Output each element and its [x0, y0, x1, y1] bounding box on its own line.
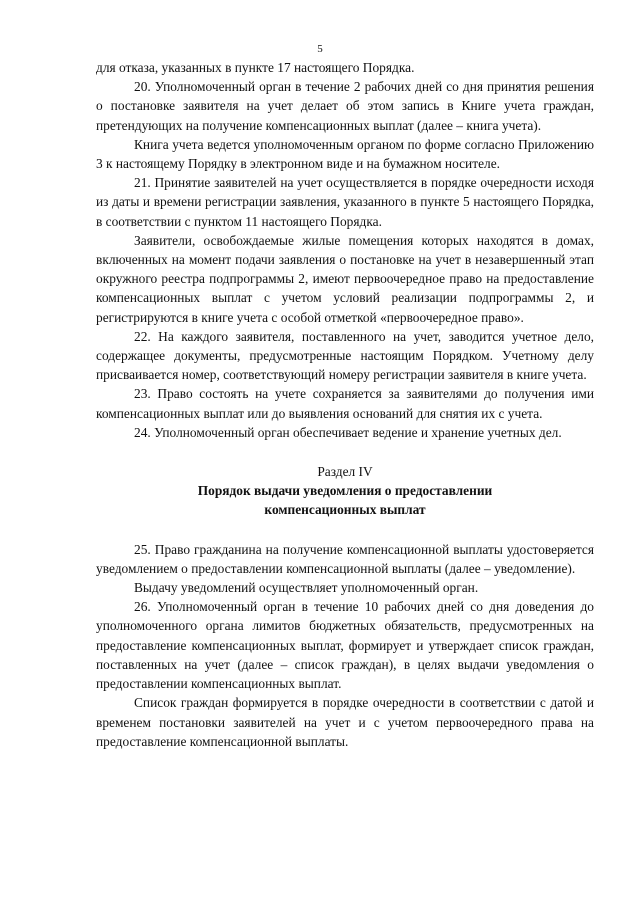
document-body	[96, 58, 594, 751]
paragraph-item-22: 22. На каждого заявителя, поставленного на учет, заводится учетное дело, содержащее документы, предусмотренные настоящим Порядком. Учетному делу присваивается номер, соответствующий номеру регистрации заявителя в книге учета.	[96, 328, 594, 383]
paragraph-book-of-records: Книга учета ведется уполномоченным органом по форме согласно Приложению 3 к настоящему Порядку в электронном виде и на бумажном носителе.	[96, 136, 594, 172]
paragraph-item-20: 20. Уполномоченный орган в течение 2 рабочих дней со дня принятия решения о постановке заявителя на учет делает об этом запись в Книге учета граждан, претендующих на получение компенсационных выплат (далее – книга учета).	[96, 79, 594, 133]
page-number: 5	[317, 43, 323, 55]
paragraph-item-26: 26. Уполномоченный орган в течение 10 рабочих дней со дня доведения до уполномоченного органа лимитов бюджетных обязательств, предусмотренных на предоставление компенсационных выплат, формирует и утверждает список граждан, поставленных на учет (далее – список граждан), в целях выдачи уведомления о предоставлении компенсационных выплат.	[96, 599, 594, 692]
spacer	[96, 442, 594, 462]
paragraph-continuation: для отказа, указанных в пункте 17 настоящего Порядка.	[96, 60, 415, 75]
paragraph-issuance: Выдачу уведомлений осуществляет уполномоченный орган.	[134, 580, 479, 596]
spacer	[96, 520, 594, 540]
section-title-line-2: компенсационных выплат	[264, 502, 426, 518]
section-label: Раздел IV	[317, 464, 373, 480]
paragraph-item-25: 25. Право гражданина на получение компенсационной выплаты удостоверяется уведомлением о предоставлении компенсационной выплаты (далее – уведомление).	[96, 541, 594, 576]
paragraph-priority-right: Заявители, освобождаемые жилые помещения которых находятся в домах, включенных на момент подачи заявления о постановке на учет в незавершенный этап окружного реестра подпрограммы 2, имеют первоочередное право на предоставление компенсационных выплат с учетом условий реализации подпрограммы 2, и регистрируются в книге учета с особой отметкой «первоочередное право».	[96, 232, 594, 325]
paragraph-list-formation: Список граждан формируется в порядке очередности в соответствии с датой и временем постановки заявителей на учет и с учетом первоочередного права на предоставление компенсационной выплаты.	[96, 695, 594, 749]
paragraph-item-24: 24. Уполномоченный орган обеспечивает ведение и хранение учетных дел.	[134, 424, 562, 440]
paragraph-item-21: 21. Принятие заявителей на учет осуществляется в порядке очередности исходя из даты и времени регистрации заявления, указанного в пункте 5 настоящего Порядка, в соответствии с пунктом 11 настоящего Порядка.	[96, 175, 594, 229]
section-title-line-1: Порядок выдачи уведомления о предоставлении	[197, 483, 493, 499]
paragraph-item-23: 23. Право состоять на учете сохраняется за заявителями до получения ими компенсационных выплат или до выявления оснований для снятия их с учета.	[96, 386, 594, 421]
